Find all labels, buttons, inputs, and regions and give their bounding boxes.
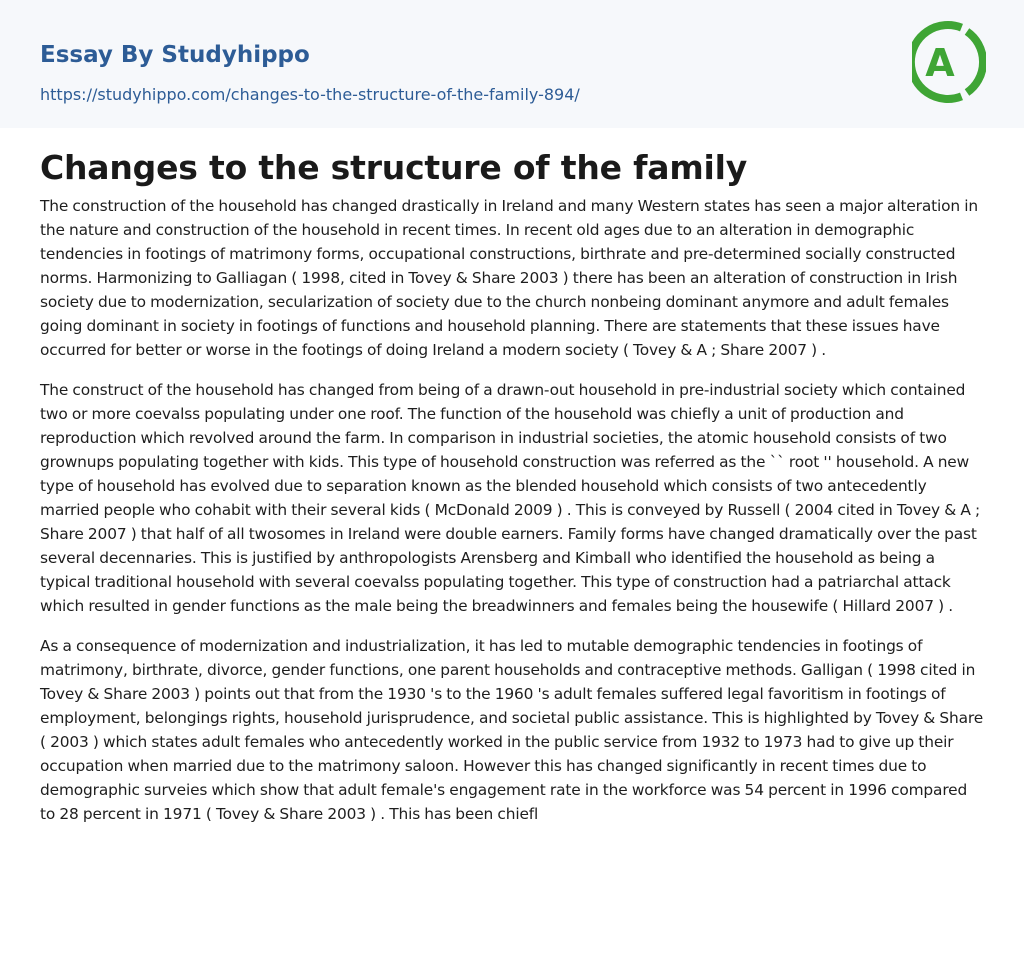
brand-title: Essay By Studyhippo	[40, 42, 310, 68]
article-paragraph-1: The construction of the household has changed drastically in Ireland and many Western states has seen a major alteration in the nature and construction of the household in recent times. In recent old ages due to an alteration in demographic tendencies in footings of matrimony forms, occupational constructions, birthrate and pre-determined socially constructed norms. Harmonizing to Galliagan ( 1998, cited in Tovey & Share 2003 ) there has been an alteration of construction in Irish society due to modernization, secularization of society due to the church nonbeing dominant anymore and adult females going dominant in society in footings of functions and household planning. There are statements that these issues have occurred for better or worse in the footings of doing Ireland a modern society ( Tovey & A ; Share 2007 ) .	[40, 197, 978, 359]
article-paragraph-2: The construct of the household has changed from being of a drawn-out household in pre-industrial society which contained two or more coevalss populating under one roof. The function of the household was chiefly a unit of production and reproduction which revolved around the farm. In comparison in industrial societies, the atomic household consists of two grownups populating together with kids. This type of household construction was referred as the `` root '' household. A new type of household has evolved due to separation known as the blended household which consists of two antecedently married people who cohabit with their several kids ( McDonald 2009 ) . This is conveyed by Russell ( 2004 cited in Tovey & A ; Share 2007 ) that half of all twosomes in Ireland were double earners. Family forms have changed dramatically over the past several decennaries. This is justified by anthropologists Arensberg and Kimball who identified the household as being a typical traditional household with several coevalss populating together. This type of construction had a patriarchal attack which resulted in gender functions as the male being the breadwinners and females being the housewife ( Hillard 2007 ) .	[40, 381, 981, 615]
site-header	[0, 0, 1024, 128]
page-title: Changes to the structure of the family	[40, 148, 748, 187]
logo-letter: A	[925, 41, 955, 85]
source-url-link[interactable]: https://studyhippo.com/changes-to-the-structure-of-the-family-894/	[40, 85, 580, 104]
studyhippo-logo-icon[interactable]	[912, 19, 986, 105]
article-paragraph-3: As a consequence of modernization and industrialization, it has led to mutable demographic tendencies in footings of matrimony, birthrate, divorce, gender functions, one parent households and contraceptive methods. Galligan ( 1998 cited in Tovey & Share 2003 ) points out that from the 1930 's to the 1960 's adult females suffered legal favoritism in footings of employment, belongings rights, household jurisprudence, and societal public assistance. This is highlighted by Tovey & Share ( 2003 ) which states adult females who antecedently worked in the public service from 1932 to 1973 had to give up their occupation when married due to the matrimony saloon. However this has changed significantly in recent times due to demographic surveies which show that adult female's engagement rate in the workforce was 54 percent in 1996 compared to 28 percent in 1971 ( Tovey & Share 2003 ) . This has been chiefl	[40, 637, 984, 823]
article	[40, 128, 986, 842]
